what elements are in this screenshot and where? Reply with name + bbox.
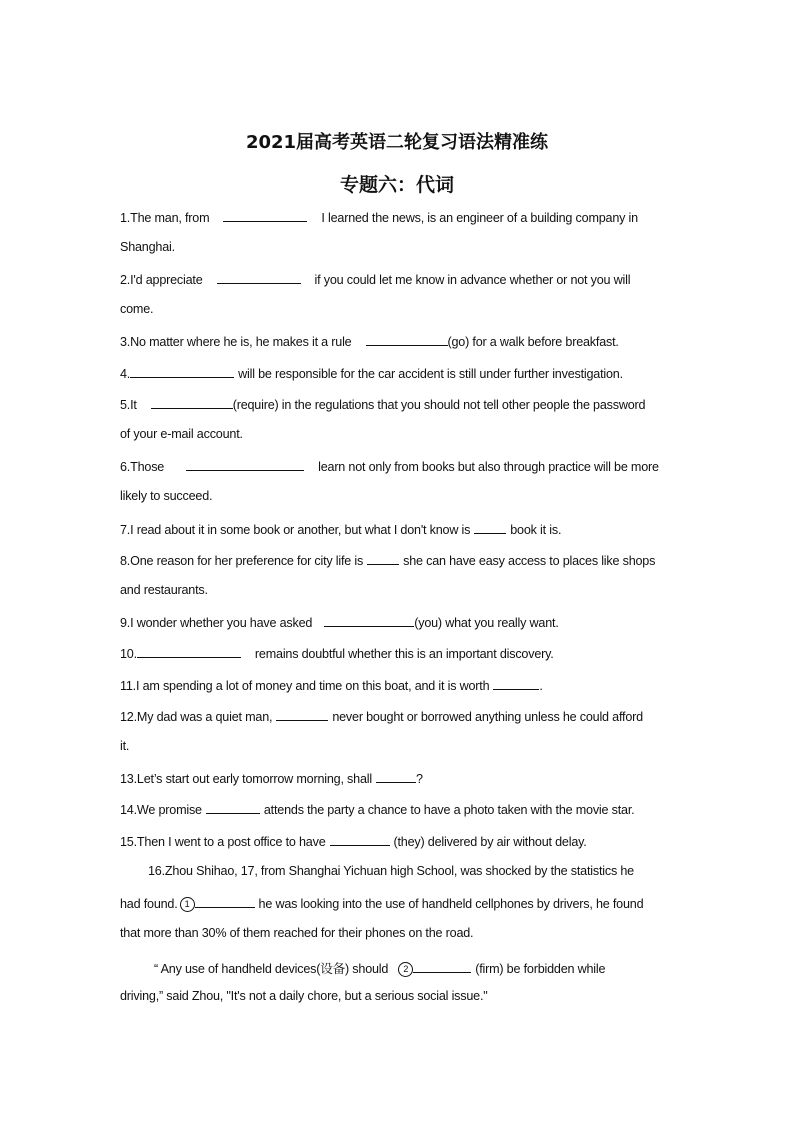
question-9: 9.I wonder whether you have asked (you) what you really want. (120, 616, 559, 630)
question-2-cont: come. (120, 302, 154, 316)
question-7: 7.I read about it in some book or another, but what I don't know is book it is. (120, 523, 562, 537)
answer-blank[interactable] (151, 396, 233, 409)
question-3: 3.No matter where he is, he makes it a rule (go) for a walk before breakfast. (120, 335, 619, 349)
question-1-cont: Shanghai. (120, 240, 175, 254)
question-8: 8.One reason for her preference for city life is she can have easy access to places like shops (120, 554, 656, 568)
section-title: 专题六：代词 (339, 174, 454, 196)
answer-blank[interactable] (195, 895, 255, 908)
answer-blank[interactable] (474, 521, 506, 534)
answer-blank[interactable] (223, 209, 307, 222)
question-12-cont: it. (120, 739, 130, 753)
question-16-line-5: driving,” said Zhou, "It's not a daily chore, but a serious social issue." (120, 989, 488, 1003)
answer-blank[interactable] (130, 365, 234, 378)
question-5-cont: of your e-mail account. (120, 427, 243, 441)
question-16-line-4: “ Any use of handheld devices(设备) should 2 (firm) be forbidden while (154, 962, 606, 976)
question-16: 16.Zhou Shihao, 17, from Shanghai Yichuan high School, was shocked by the statistics he (148, 864, 634, 878)
question-6: 6.Those learn not only from books but also through practice will be more (120, 460, 659, 474)
answer-blank[interactable] (324, 614, 414, 627)
answer-blank[interactable] (217, 271, 301, 284)
question-12: 12.My dad was a quiet man, never bought or borrowed anything unless he could afford (120, 710, 643, 724)
question-1: 1.The man, from I learned the news, is an engineer of a building company in (120, 211, 638, 225)
answer-blank[interactable] (186, 458, 304, 471)
question-2: 2.I'd appreciate if you could let me know in advance whether or not you will (120, 273, 631, 287)
question-14: 14.We promise attends the party a chance to have a photo taken with the movie star. (120, 803, 635, 817)
answer-blank[interactable] (376, 770, 416, 783)
question-16-line-3: that more than 30% of them reached for their phones on the road. (120, 926, 474, 940)
question-6-cont: likely to succeed. (120, 489, 213, 503)
question-11: 11.I am spending a lot of money and time on this boat, and it is worth . (120, 679, 543, 693)
question-16-line-2: had found. 1 he was looking into the use of handheld cellphones by drivers, he found (120, 897, 644, 911)
question-8-cont: and restaurants. (120, 583, 208, 597)
answer-blank[interactable] (206, 801, 260, 814)
question-15: 15.Then I went to a post office to have (they) delivered by air without delay. (120, 835, 587, 849)
answer-blank[interactable] (493, 677, 539, 690)
blank-marker-2: 2 (398, 962, 413, 977)
answer-blank[interactable] (366, 333, 448, 346)
question-13: 13.Let’s start out early tomorrow morning, shall ? (120, 772, 423, 786)
document-title: 2021届高考英语二轮复习语法精准练 (245, 132, 549, 153)
question-4: 4. will be responsible for the car accident is still under further investigation. (120, 367, 623, 381)
blank-marker-1: 1 (180, 897, 195, 912)
answer-blank[interactable] (330, 833, 390, 846)
answer-blank[interactable] (413, 960, 471, 973)
question-10: 10. remains doubtful whether this is an important discovery. (120, 647, 554, 661)
answer-blank[interactable] (137, 645, 241, 658)
question-5: 5.It (require) in the regulations that you should not tell other people the password (120, 398, 646, 412)
answer-blank[interactable] (367, 552, 399, 565)
answer-blank[interactable] (276, 708, 328, 721)
